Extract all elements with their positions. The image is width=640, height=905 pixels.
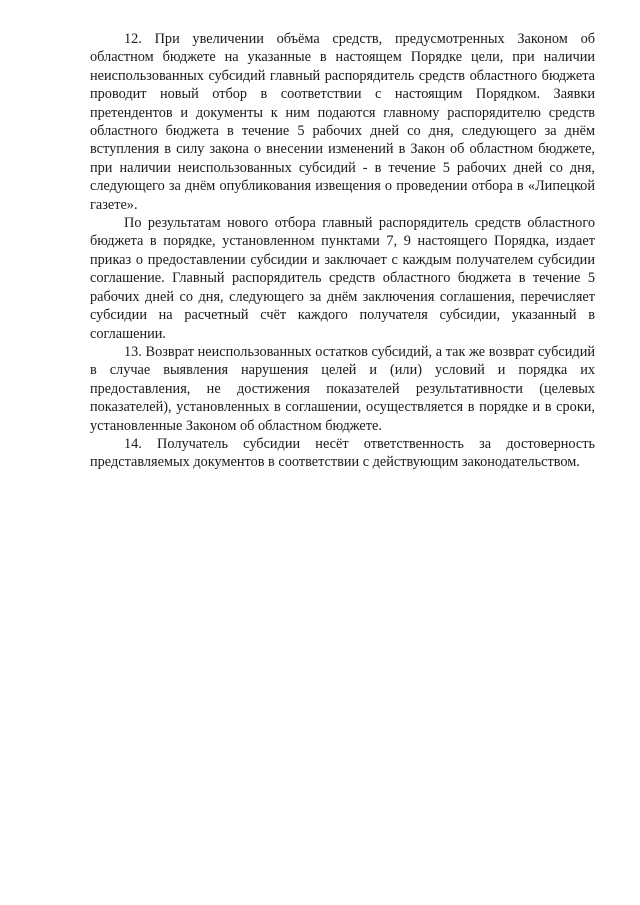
paragraph-14: 14. Получатель субсидии несёт ответственность за достоверность представляемых документов в соответствии с действующим законодательством. (90, 435, 595, 471)
paragraph-new-selection-results: По результатам нового отбора главный распорядитель средств областного бюджета в порядке, установленном пунктами 7, 9 настоящего Порядка, издает приказ о предоставлении субсидии и заключает с каждым получателем субсидии соглашение. Главный распорядитель средств областного бюджета в течение 5 рабочих дней со дня, следующего за днём заключения соглашения, перечисляет субсидии на расчетный счёт каждого получателя субсидии, указанный в соглашении. (90, 215, 595, 342)
paragraph-13: 13. Возврат неиспользованных остатков субсидий, а так же возврат субсидий в случае выявления нарушения целей и (или) условий и порядка их предоставления, не достижения показателей результативности (целевых показателей), установленных в соглашении, осуществляется в порядке и в сроки, установленные Законом об областном бюджете. (90, 343, 595, 434)
document-body (90, 30, 595, 472)
paragraph-12: 12. При увеличении объёма средств, предусмотренных Законом об областном бюджете на указанные в настоящем Порядке цели, при наличии неиспользованных субсидий главный распорядитель средств областного бюджета проводит новый отбор в соответствии с настоящим Порядком. Заявки претендентов и документы к ним подаются главному распорядителю средств областного бюджета в течение 5 рабочих дней со дня, следующего за днём вступления в силу закона о внесении изменений в Закон об областном бюджете, при наличии неиспользованных субсидий - в течение 5 рабочих дней со дня, следующего за днём опубликования извещения о проведении отбора в «Липецкой газете». (90, 31, 595, 213)
